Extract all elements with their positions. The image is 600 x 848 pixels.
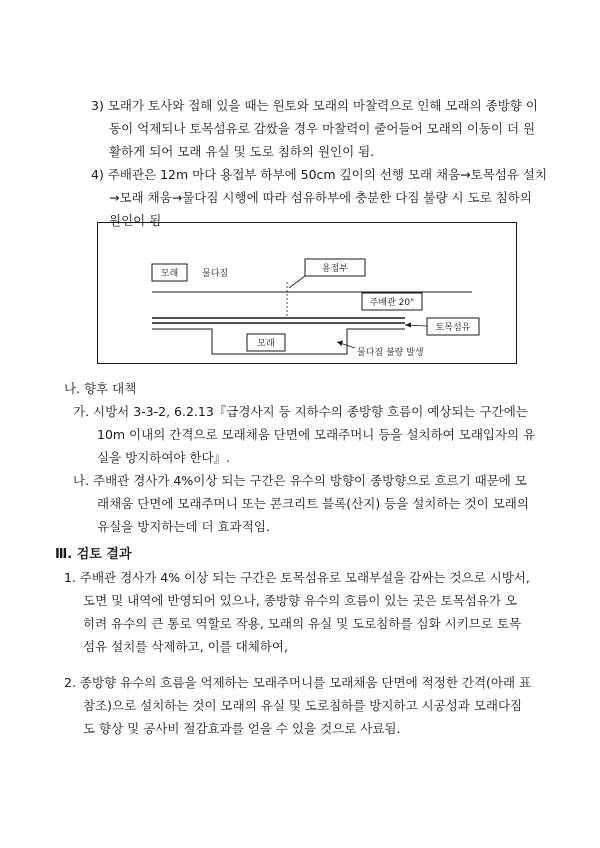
sand-top-label: 모래	[160, 269, 179, 279]
weld-leader	[289, 276, 305, 288]
result-2-line3: 도 향상 및 공사비 절감효과를 얻을 수 있을 것으로 사료됨.	[83, 721, 401, 736]
item4-line3: 원인이 됨	[109, 213, 162, 228]
item3-line3: 활하게 되어 모래 유실 및 도로 침하의 원인이 됨.	[109, 144, 375, 159]
future-b-line3: 유실을 방지하는데 더 효과적임.	[97, 519, 270, 534]
result-2-line2: 참조)으로 설치하는 것이 모래의 유실 및 도로침하를 방지하고 시공성과 모래다짐	[83, 698, 523, 713]
result-1-line4: 섬유 설치를 삭제하고, 이를 대체하여,	[83, 639, 288, 654]
main-pipe-label: 주배관 20"	[369, 298, 415, 308]
future-b-line1: 나. 주배관 경사가 4%이상 되는 구간은 유수의 방향이 종방향으로 흐르기 때문에 모	[73, 473, 527, 488]
geotextile-arrowhead	[405, 323, 411, 328]
compaction-failure-label: 물다짐 불량 발생	[357, 348, 424, 358]
future-heading: 나. 향후 대책	[64, 381, 137, 396]
future-b-line2: 래채움 단면에 모래주머니 또는 콘크리트 블록(산지) 등을 설치하는 것이 모래의	[97, 496, 529, 511]
future-a-line2: 10m 이내의 간격으로 모래채움 단면에 모래주머니 등을 설치하여 모래입자의 유	[97, 427, 536, 442]
diagram-frame	[98, 223, 517, 364]
item4-line2: →모래 채움→물다짐 시행에 따라 섬유하부에 충분한 다짐 불량 시 도로 침하의	[109, 190, 532, 205]
result-2-line1: 2. 종방향 유수의 흐름을 억제하는 모래주머니를 모래채움 단면에 적정한 간격(아래 표	[64, 675, 532, 690]
compaction-failure-arrowhead	[337, 341, 343, 347]
result-1-line2: 도면 및 내역에 반영되어 있으나, 종방향 유수의 흐름이 있는 곳은 토목섬유가 오	[83, 593, 518, 608]
result-1-line1: 1. 주배관 경사가 4% 이상 되는 구간은 토목섬유로 모래부설을 감싸는 것으로 시방서,	[64, 570, 530, 585]
result-1-line3: 히려 유수의 큰 통로 역할로 작용, 모래의 유실 및 도로침하를 심화 시키므로 토목	[83, 616, 522, 631]
item4-line1: 4) 주배관은 12m 마다 용접부 하부에 50cm 깊이의 선행 모래 채움→토목섬유 설치	[91, 167, 548, 182]
future-a-line1: 가. 시방서 3-3-2, 6.2.13『급경사지 등 지하수의 종방향 흐름이 예상되는 구간에는	[73, 404, 528, 419]
item3-line2: 동이 억제되나 토목섬유로 감쌌을 경우 마찰력이 줄어들어 모래의 이동이 더 원	[109, 121, 536, 136]
item3-line1: 3) 모래가 토사와 접해 있을 때는 원토와 모래의 마찰력으로 인해 모래의 종방향 이	[91, 98, 538, 113]
geotextile-label: 토목섬유	[435, 323, 471, 333]
sand-bottom-label: 모래	[257, 339, 275, 349]
future-a-line3: 실을 방지하여야 한다』.	[97, 450, 231, 465]
weld-label: 용접부	[321, 264, 349, 274]
result-heading: Ⅲ. 검토 결과	[55, 547, 132, 562]
pipe-cross-section-diagram	[97, 222, 517, 364]
water-compaction-label: 물다짐	[202, 269, 229, 279]
